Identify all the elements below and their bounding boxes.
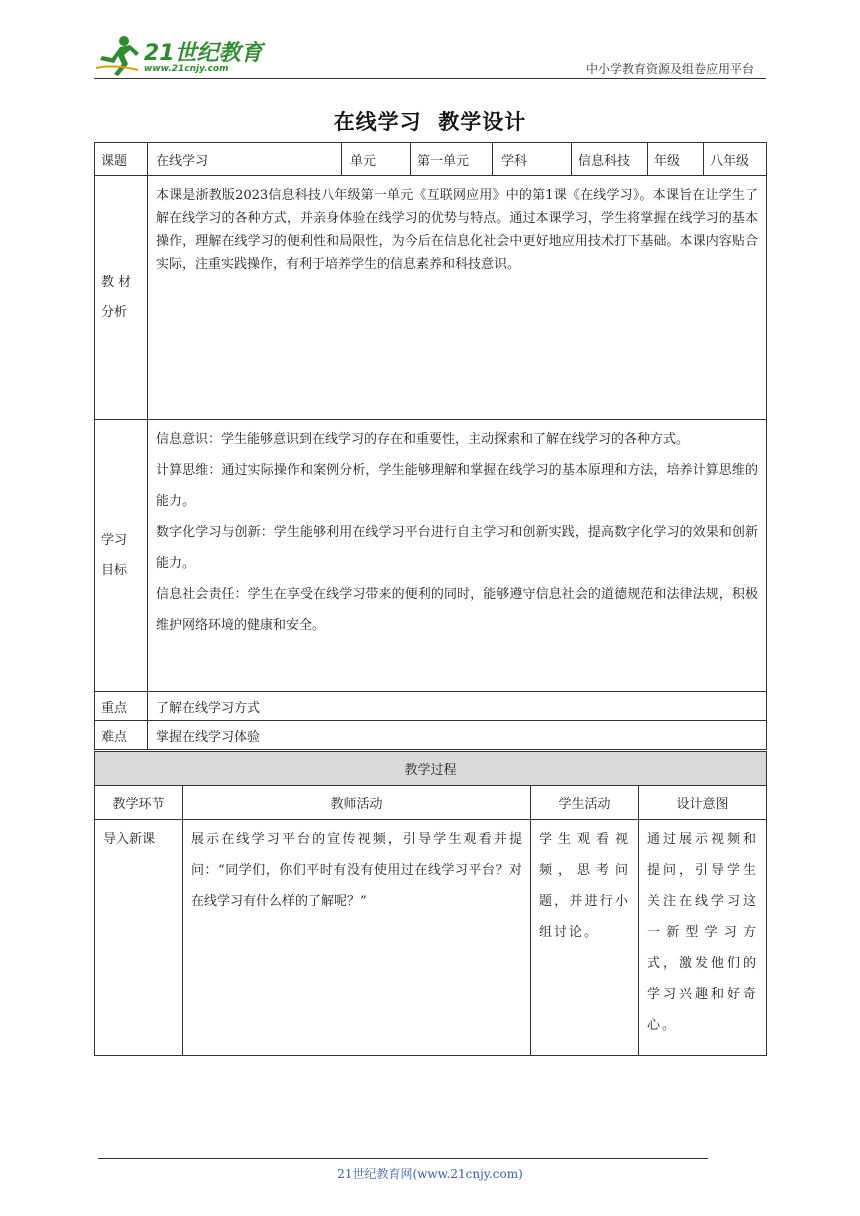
- topic-label: 课题: [95, 143, 148, 176]
- column-header: 教师活动: [183, 786, 531, 820]
- header-divider: [94, 78, 766, 79]
- material-analysis-text: 本课是浙教版2023信息科技八年级第一单元《互联网应用》中的第1课《在线学习》。本课旨在让学生了解在线学习的各种方式，并亲身体验在线学习的优势与特点。通过本课学习，学生将掌握在线学习的基本操作，理解在线学习的便利性和局限性，为今后在信息化社会中更好地应用技术打下基础。本课内容贴合实际，注重实践操作，有利于培养学生的信息素养和科技意识。: [156, 188, 758, 272]
- difficulty-row: [95, 721, 767, 750]
- grade-label: 年级: [648, 143, 704, 176]
- process-columns-row: [95, 786, 767, 820]
- process-heading-row: [95, 752, 767, 786]
- column-header: 教学环节: [95, 786, 183, 820]
- process-row: [95, 820, 767, 1056]
- material-analysis-row: [95, 176, 767, 420]
- process-heading: 教学过程: [95, 752, 767, 786]
- student-activity-cell: 学生观看视频，思考问题，并进行小组讨论。: [531, 820, 639, 1056]
- grade-value: 八年级: [704, 143, 767, 176]
- stage-cell: 导入新课: [95, 820, 183, 1056]
- key-point-value: 了解在线学习方式: [148, 692, 767, 721]
- material-analysis-label: 教 材 分析: [95, 176, 148, 420]
- column-header: 设计意图: [639, 786, 767, 820]
- teaching-process-table: [94, 751, 767, 1056]
- goal-item: 计算思维：通过实际操作和案例分析，学生能够理解和掌握在线学习的基本原理和方法，培养计算思维的能力。: [156, 463, 758, 509]
- key-point-row: [95, 692, 767, 721]
- lesson-info-table: [94, 142, 767, 750]
- site-logo: [94, 34, 264, 78]
- info-row: [95, 143, 767, 176]
- difficulty-value: 掌握在线学习体验: [148, 721, 767, 750]
- footer-text: 21世纪教育网(www.21cnjy.com): [337, 1167, 523, 1181]
- unit-value: 第一单元: [411, 143, 493, 176]
- unit-label: 单元: [342, 143, 411, 176]
- platform-text: 中小学教育资源及组卷应用平台: [585, 62, 754, 76]
- logo-brand: 21世纪教育: [144, 41, 263, 66]
- difficulty-label: 难点: [95, 721, 148, 750]
- learning-goals-label: 学习 目标: [95, 420, 148, 692]
- subject-label: 学科: [493, 143, 572, 176]
- goal-item: 数字化学习与创新：学生能够利用在线学习平台进行自主学习和创新实践，提高数字化学习的效果和创新能力。: [156, 525, 758, 571]
- goal-item: 信息意识：学生能够意识到在线学习的存在和重要性，主动探索和了解在线学习的各种方式。: [156, 432, 690, 447]
- learning-goals-row: [95, 420, 767, 692]
- topic-value: 在线学习: [148, 143, 342, 176]
- design-intent-cell: 通过展示视频和提问，引导学生关注在线学习这一新型学习方式，激发他们的学习兴趣和好奇心。: [639, 820, 767, 1056]
- logo-url: www.21cnjy.com: [144, 64, 229, 74]
- teacher-activity-cell: 展示在线学习平台的宣传视频，引导学生观看并提问：“同学们，你们平时有没有使用过在线学习平台？对在线学习有什么样的了解呢？”: [183, 820, 531, 1056]
- page-title: 在线学习 教学设计: [333, 110, 527, 134]
- key-point-label: 重点: [95, 692, 148, 721]
- footer-divider: [98, 1158, 708, 1159]
- subject-value: 信息科技: [572, 143, 648, 176]
- runner-logo-icon: [94, 34, 142, 78]
- column-header: 学生活动: [531, 786, 639, 820]
- goal-item: 信息社会责任：学生在享受在线学习带来的便利的同时，能够遵守信息社会的道德规范和法律法规，积极维护网络环境的健康和安全。: [156, 587, 758, 633]
